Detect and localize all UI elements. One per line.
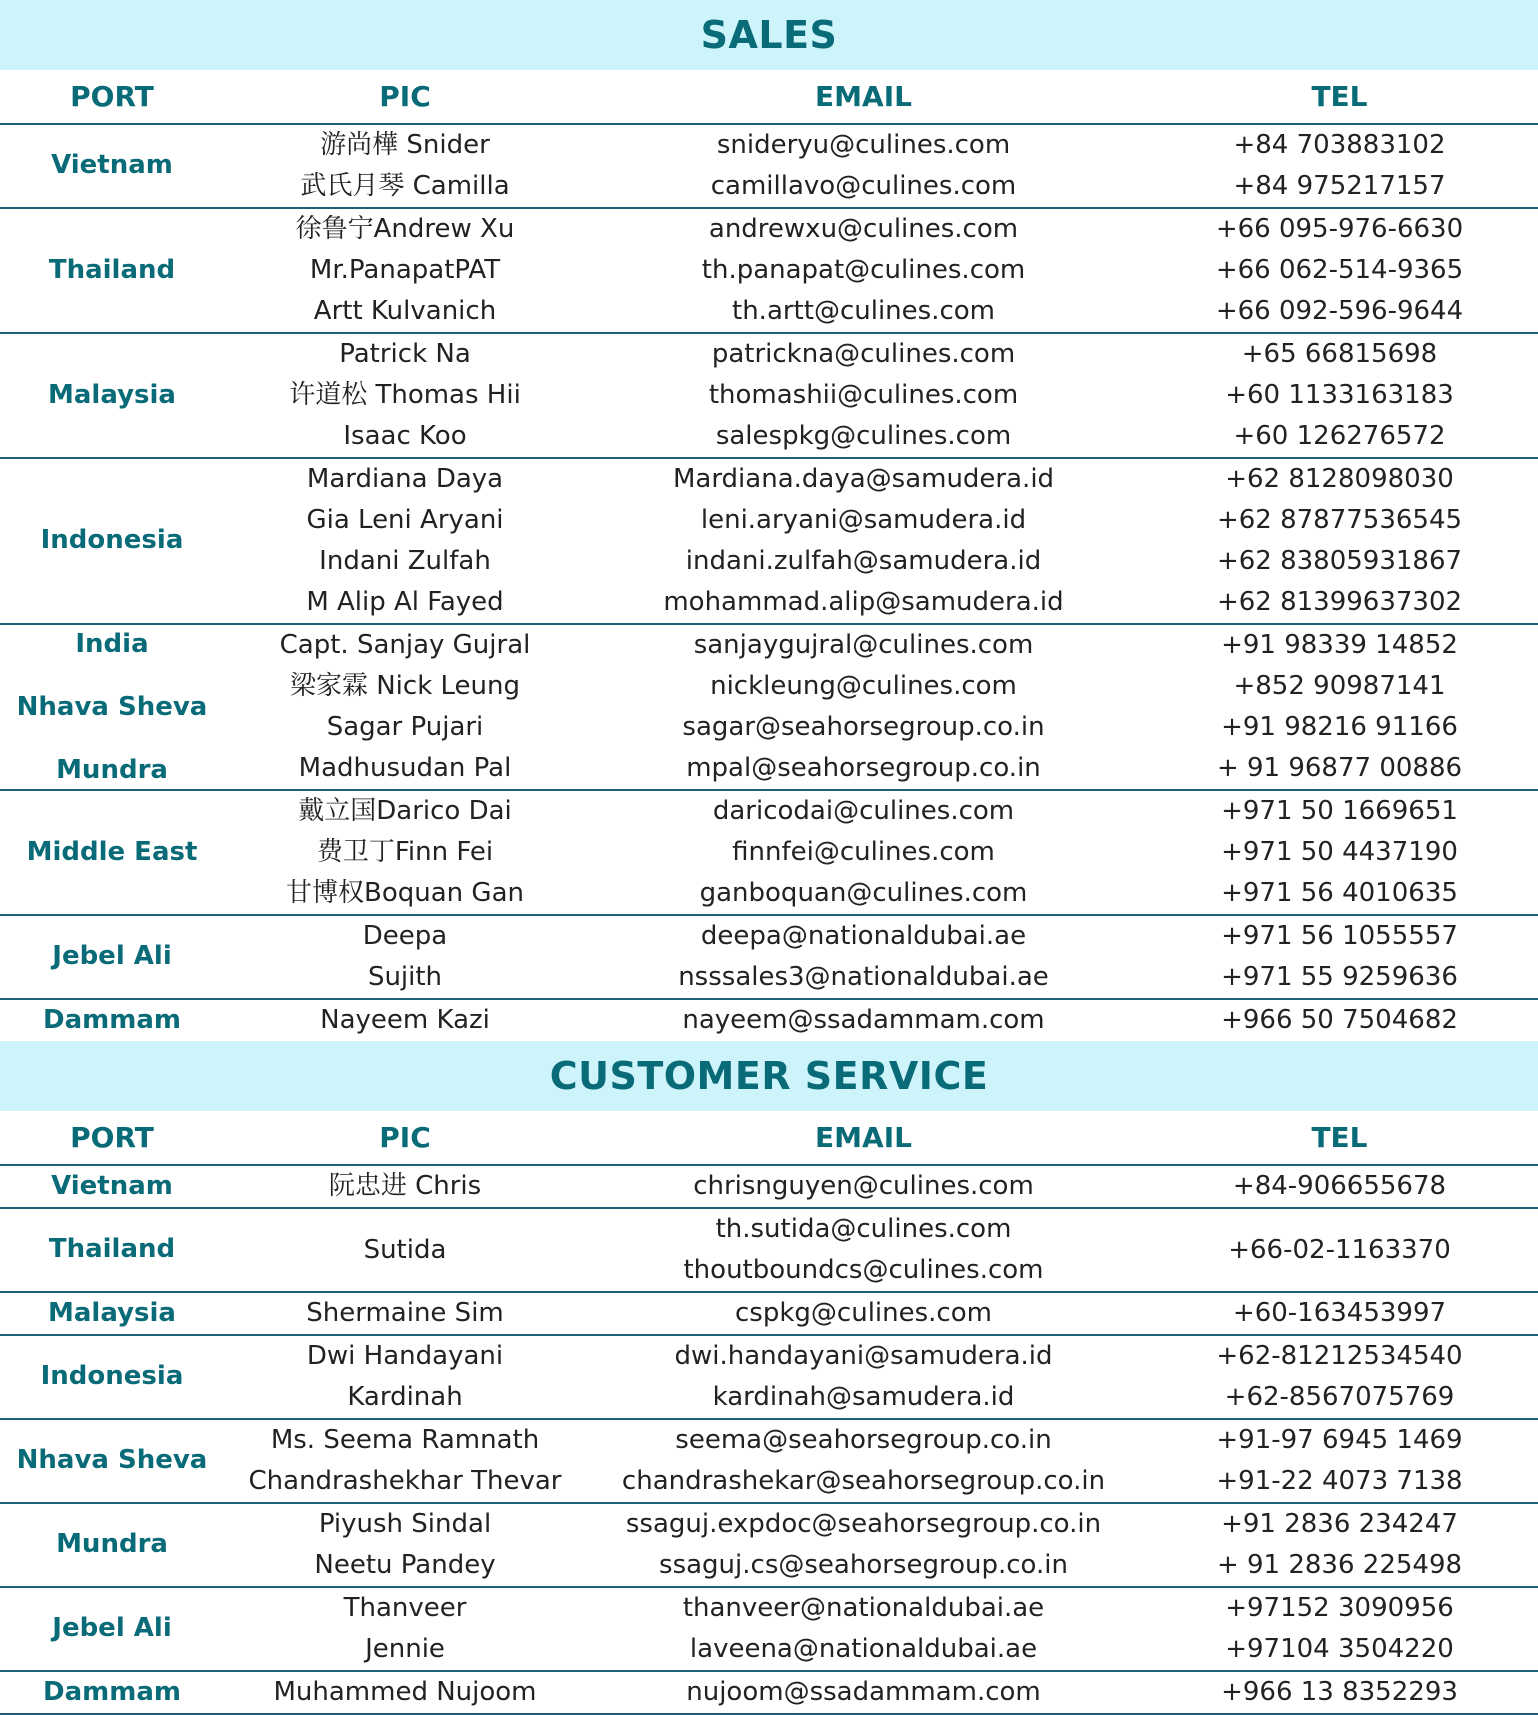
email-link[interactable]: kardinah@samudera.id	[712, 1382, 1015, 1412]
pic-name: Sutida	[363, 1234, 447, 1265]
port-name: Jebel Ali	[52, 1613, 172, 1644]
pic-name: 游尚樺 Snider	[320, 130, 490, 160]
emails-column	[586, 459, 1141, 623]
pic-name: Kardinah	[347, 1382, 463, 1412]
emails-column	[586, 916, 1141, 998]
pic-name: 阮忠进 Chris	[328, 1171, 482, 1201]
pics-column	[224, 1672, 586, 1713]
phone-number: +65 66815698	[1241, 339, 1438, 369]
tels-column	[1141, 916, 1538, 998]
phone-number: +97104 3504220	[1225, 1634, 1454, 1664]
phone-number: +60-163453997	[1232, 1298, 1447, 1328]
port-name: Vietnam	[51, 150, 173, 181]
phone-number: +91 98216 91166	[1221, 712, 1458, 742]
email-link[interactable]: th.artt@culines.com	[732, 296, 995, 326]
phone-number: +91-22 4073 7138	[1216, 1466, 1463, 1496]
tels-column	[1141, 1588, 1538, 1670]
phone-number: +62-8567075769	[1224, 1382, 1455, 1412]
port-name-cell	[0, 209, 224, 332]
tels-column	[1141, 1420, 1538, 1502]
header-port: PORT	[70, 1121, 154, 1154]
pics-column	[224, 1504, 586, 1586]
pic-name: Muhammed Nujoom	[273, 1677, 537, 1707]
emails-column	[586, 625, 1141, 789]
port-name-cell	[0, 916, 224, 998]
pic-name: Dwi Handayani	[306, 1341, 504, 1371]
port-name: Mundra	[56, 754, 168, 785]
email-link[interactable]: finnfei@culines.com	[732, 837, 995, 867]
port-name: Indonesia	[40, 1361, 184, 1392]
column-headers	[0, 70, 1538, 123]
emails-column	[586, 1209, 1141, 1291]
phone-number: +62 87877536545	[1216, 505, 1463, 535]
pic-name: Patrick Na	[339, 339, 471, 369]
email-link[interactable]: nayeem@ssadammam.com	[682, 1005, 1045, 1035]
pics-column	[224, 916, 586, 998]
email-link[interactable]: patrickna@culines.com	[711, 339, 1016, 369]
phone-number: +971 56 4010635	[1221, 878, 1458, 908]
port-group	[0, 1586, 1538, 1670]
pic-name: 梁家霖 Nick Leung	[289, 671, 521, 701]
port-group	[0, 1418, 1538, 1502]
pic-name: Nayeem Kazi	[320, 1005, 490, 1035]
email-link[interactable]: sagar@seahorsegroup.co.in	[682, 712, 1045, 742]
phone-number: +84-906655678	[1232, 1171, 1447, 1201]
email-link[interactable]: nujoom@ssadammam.com	[686, 1677, 1041, 1707]
phone-number: +62 83805931867	[1216, 546, 1463, 576]
port-name-cell	[0, 1588, 224, 1670]
phone-number: +971 50 4437190	[1221, 837, 1458, 867]
pic-name: Mr.PanapatPAT	[309, 255, 501, 285]
port-group	[0, 1291, 1538, 1334]
port-group	[0, 332, 1538, 457]
port-name: India	[75, 628, 149, 659]
port-group	[0, 998, 1538, 1041]
pics-column	[224, 1000, 586, 1041]
port-name: Malaysia	[48, 379, 176, 410]
pic-name: Chandrashekhar Thevar	[248, 1466, 562, 1496]
port-name-cell	[0, 1000, 224, 1041]
port-name: Thailand	[48, 1234, 176, 1265]
tels-column	[1141, 1293, 1538, 1334]
email-link[interactable]: th.panapat@culines.com	[701, 255, 1026, 285]
pic-name: Sagar Pujari	[326, 712, 484, 742]
pic-name: Neetu Pandey	[314, 1550, 496, 1580]
email-link[interactable]: ssaguj.cs@seahorsegroup.co.in	[659, 1550, 1068, 1580]
phone-number: + 91 2836 225498	[1216, 1550, 1463, 1580]
email-link[interactable]: snideryu@culines.com	[716, 130, 1011, 160]
phone-number: +62 81399637302	[1216, 587, 1463, 617]
tels-column	[1141, 125, 1538, 207]
port-group	[0, 1334, 1538, 1418]
pic-name: Gia Leni Aryani	[306, 505, 504, 535]
port-group	[0, 1164, 1538, 1207]
phone-number: +91 98339 14852	[1221, 630, 1458, 660]
port-name-cell	[0, 1293, 224, 1334]
pics-column	[224, 209, 586, 332]
port-name: Nhava Sheva	[16, 691, 208, 722]
port-group	[0, 1670, 1538, 1713]
pic-name: 武氏月琴 Camilla	[300, 171, 510, 201]
pics-column	[224, 1166, 586, 1207]
header-pic: PIC	[379, 80, 431, 113]
port-name: Indonesia	[40, 525, 184, 556]
pic-name: Capt. Sanjay Gujral	[279, 630, 531, 660]
port-group	[0, 207, 1538, 332]
phone-number: +971 55 9259636	[1221, 962, 1458, 992]
email-link[interactable]: laveena@nationaldubai.ae	[689, 1634, 1038, 1664]
pic-name: 费卫丁Finn Fei	[316, 837, 494, 867]
port-name-cell	[0, 1209, 224, 1291]
emails-column	[586, 1420, 1141, 1502]
phone-number: +971 56 1055557	[1221, 921, 1458, 951]
email-link[interactable]: ssaguj.expdoc@seahorsegroup.co.in	[625, 1509, 1102, 1539]
pics-column	[224, 459, 586, 623]
phone-number: +66-02-1163370	[1228, 1234, 1451, 1265]
port-name: Dammam	[43, 1676, 181, 1707]
email-link[interactable]: thoutboundcs@culines.com	[683, 1255, 1044, 1285]
email-link[interactable]: camillavo@culines.com	[710, 171, 1017, 201]
phone-number: +84 975217157	[1233, 171, 1446, 201]
port-group	[0, 914, 1538, 998]
pics-column	[224, 625, 586, 789]
header-port: PORT	[70, 80, 154, 113]
email-link[interactable]: thomashii@culines.com	[708, 380, 1019, 410]
port-name-cell	[0, 1504, 224, 1586]
phone-number: +966 13 8352293	[1221, 1677, 1458, 1707]
pic-name: Thanveer	[343, 1593, 467, 1623]
pics-column	[224, 791, 586, 914]
phone-number: +91-97 6945 1469	[1216, 1425, 1463, 1455]
header-email: EMAIL	[815, 1121, 912, 1154]
email-link[interactable]: salespkg@culines.com	[715, 421, 1012, 451]
email-link[interactable]: ganboquan@culines.com	[699, 878, 1028, 908]
port-group	[0, 623, 1538, 789]
tels-column	[1141, 1336, 1538, 1418]
email-link[interactable]: indani.zulfah@samudera.id	[685, 546, 1042, 576]
pics-column	[224, 334, 586, 457]
header-tel: TEL	[1311, 80, 1368, 113]
port-name-cell	[0, 625, 224, 789]
port-name-cell	[0, 1336, 224, 1418]
port-name: Nhava Sheva	[16, 1445, 208, 1476]
port-name: Malaysia	[48, 1297, 176, 1328]
port-group	[0, 457, 1538, 623]
pic-name: Jennie	[365, 1634, 445, 1664]
email-link[interactable]: mpal@seahorsegroup.co.in	[686, 753, 1041, 783]
pic-name: Madhusudan Pal	[298, 753, 512, 783]
tels-column	[1141, 1209, 1538, 1291]
pic-name: 徐鲁宁Andrew Xu	[295, 214, 515, 244]
phone-number: +62-81212534540	[1216, 1341, 1463, 1371]
email-link[interactable]: sanjaygujral@culines.com	[693, 630, 1034, 660]
phone-number: +60 1133163183	[1225, 380, 1454, 410]
emails-column	[586, 1000, 1141, 1041]
pic-name: Shermaine Sim	[306, 1298, 504, 1328]
pic-name: Mardiana Daya	[306, 464, 504, 494]
email-link[interactable]: nsssales3@nationaldubai.ae	[678, 962, 1049, 992]
pic-name: 许道松 Thomas Hii	[289, 380, 521, 410]
phone-number: +84 703883102	[1233, 130, 1446, 160]
pics-column	[224, 1420, 586, 1502]
phone-number: +91 2836 234247	[1221, 1509, 1458, 1539]
pic-name: Deepa	[362, 921, 448, 951]
phone-number: +60 126276572	[1233, 421, 1446, 451]
pics-column	[224, 1336, 586, 1418]
port-name: Middle East	[26, 836, 198, 867]
email-link[interactable]: dwi.handayani@samudera.id	[674, 1341, 1053, 1371]
phone-number: +966 50 7504682	[1221, 1005, 1458, 1035]
email-link[interactable]: seema@seahorsegroup.co.in	[675, 1425, 1052, 1455]
port-name: Thailand	[48, 254, 176, 285]
tels-column	[1141, 791, 1538, 914]
tels-column	[1141, 334, 1538, 457]
phone-number: +852 90987141	[1233, 671, 1446, 701]
port-name-cell	[0, 1420, 224, 1502]
port-name-cell	[0, 459, 224, 623]
tels-column	[1141, 625, 1538, 789]
phone-number: + 91 96877 00886	[1216, 753, 1463, 783]
header-tel: TEL	[1311, 1121, 1368, 1154]
port-name-cell	[0, 791, 224, 914]
pics-column	[224, 1293, 586, 1334]
tels-column	[1141, 459, 1538, 623]
phone-number: +66 092-596-9644	[1215, 296, 1464, 326]
pic-name: Piyush Sindal	[318, 1509, 492, 1539]
emails-column	[586, 1166, 1141, 1207]
emails-column	[586, 1672, 1141, 1713]
tels-column	[1141, 1166, 1538, 1207]
emails-column	[586, 334, 1141, 457]
tels-column	[1141, 1504, 1538, 1586]
pic-name: 戴立国Darico Dai	[298, 796, 512, 826]
email-link[interactable]: nickleung@culines.com	[710, 671, 1017, 701]
tels-column	[1141, 1000, 1538, 1041]
port-name-cell	[0, 1672, 224, 1713]
port-group	[0, 1207, 1538, 1291]
email-link[interactable]: thanveer@nationaldubai.ae	[682, 1593, 1045, 1623]
emails-column	[586, 1336, 1141, 1418]
email-link[interactable]: deepa@nationaldubai.ae	[700, 921, 1027, 951]
port-group	[0, 1502, 1538, 1586]
pic-name: Ms. Seema Ramnath	[270, 1425, 540, 1455]
pic-name: Isaac Koo	[343, 421, 467, 451]
phone-number: +62 8128098030	[1225, 464, 1454, 494]
emails-column	[586, 209, 1141, 332]
tels-column	[1141, 209, 1538, 332]
phone-number: +97152 3090956	[1225, 1593, 1454, 1623]
port-name: Mundra	[56, 1529, 168, 1560]
port-name-cell	[0, 1166, 224, 1207]
pic-name: Sujith	[367, 962, 443, 992]
pic-name: M Alip Al Fayed	[306, 587, 504, 617]
email-link[interactable]: andrewxu@culines.com	[708, 214, 1019, 244]
port-group	[0, 789, 1538, 914]
emails-column	[586, 1504, 1141, 1586]
emails-column	[586, 791, 1141, 914]
header-email: EMAIL	[815, 80, 912, 113]
port-name: Dammam	[43, 1004, 181, 1035]
section-title: CUSTOMER SERVICE	[0, 1041, 1538, 1111]
email-link[interactable]: cspkg@culines.com	[735, 1298, 992, 1328]
phone-number: +66 062-514-9365	[1215, 255, 1464, 285]
pic-name: 甘博权Boquan Gan	[286, 878, 524, 908]
phone-number: +971 50 1669651	[1221, 796, 1458, 826]
header-pic: PIC	[379, 1121, 431, 1154]
pic-name: Indani Zulfah	[319, 546, 491, 576]
emails-column	[586, 1293, 1141, 1334]
pics-column	[224, 125, 586, 207]
email-link[interactable]: th.sutida@culines.com	[715, 1214, 1012, 1244]
port-name-cell	[0, 125, 224, 207]
emails-column	[586, 1588, 1141, 1670]
email-link[interactable]: mohammad.alip@samudera.id	[663, 587, 1064, 617]
pics-column	[224, 1588, 586, 1670]
phone-number: +66 095-976-6630	[1215, 214, 1464, 244]
email-link[interactable]: Mardiana.daya@samudera.id	[672, 464, 1055, 494]
section-title: SALES	[0, 0, 1538, 70]
email-link[interactable]: chrisnguyen@culines.com	[693, 1171, 1034, 1201]
column-headers	[0, 1111, 1538, 1164]
email-link[interactable]: chandrashekar@seahorsegroup.co.in	[621, 1466, 1106, 1496]
pic-name: Artt Kulvanich	[313, 296, 497, 326]
port-group	[0, 123, 1538, 207]
emails-column	[586, 125, 1141, 207]
port-name-cell	[0, 334, 224, 457]
tels-column	[1141, 1672, 1538, 1713]
email-link[interactable]: daricodai@culines.com	[712, 796, 1015, 826]
pics-column	[224, 1209, 586, 1291]
port-name: Vietnam	[51, 1170, 173, 1201]
email-link[interactable]: leni.aryani@samudera.id	[700, 505, 1027, 535]
port-name: Jebel Ali	[52, 941, 172, 972]
